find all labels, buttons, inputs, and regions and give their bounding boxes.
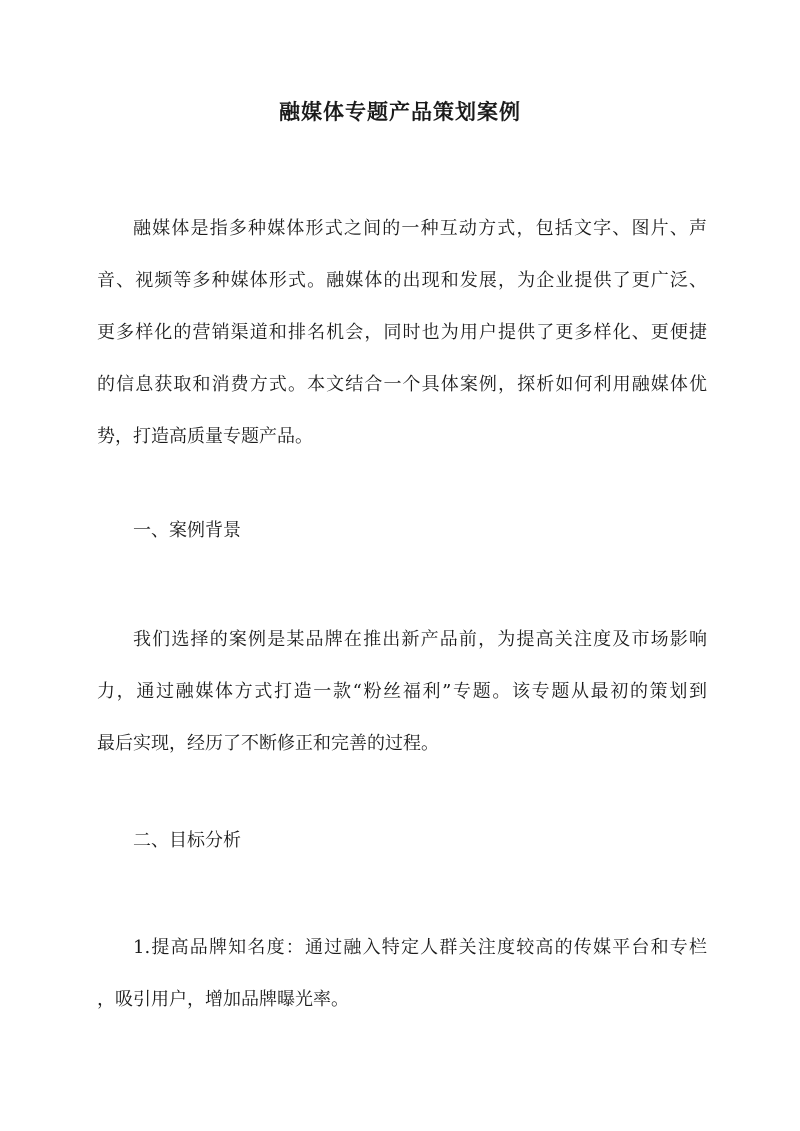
intro-line-2: 音、视频等多种媒体形式。融媒体的出现和发展，为企业提供了更广泛、 [97, 270, 707, 291]
background-line-3: 最后实现，经历了不断修正和完善的过程。 [97, 733, 439, 754]
intro-paragraph [97, 203, 707, 463]
intro-line-4: 的信息获取和消费方式。本文结合一个具体案例，探析如何利用融媒体优 [97, 374, 707, 395]
intro-line-5: 势，打造高质量专题产品。 [97, 426, 313, 447]
goal-item-1-line-1: 1.提高品牌知名度：通过融入特定人群关注度较高的传媒平台和专栏 [133, 937, 707, 958]
goal-item-1 [97, 922, 707, 1026]
background-line-2: 力，通过融媒体方式打造一款“粉丝福利”专题。该专题从最初的策划到 [97, 681, 707, 702]
section-heading-goals: 二、目标分析 [133, 830, 241, 851]
section-heading-background: 一、案例背景 [133, 520, 241, 541]
intro-line-1: 融媒体是指多种媒体形式之间的一种互动方式，包括文字、图片、声 [133, 218, 707, 239]
intro-line-3: 更多样化的营销渠道和排名机会，同时也为用户提供了更多样化、更便捷 [97, 322, 707, 343]
goal-item-1-line-2: ，吸引用户，增加品牌曝光率。 [97, 989, 349, 1010]
background-line-1: 我们选择的案例是某品牌在推出新产品前，为提高关注度及市场影响 [133, 629, 707, 650]
background-paragraph [97, 614, 707, 770]
document-title: 融媒体专题产品策划案例 [279, 99, 521, 124]
